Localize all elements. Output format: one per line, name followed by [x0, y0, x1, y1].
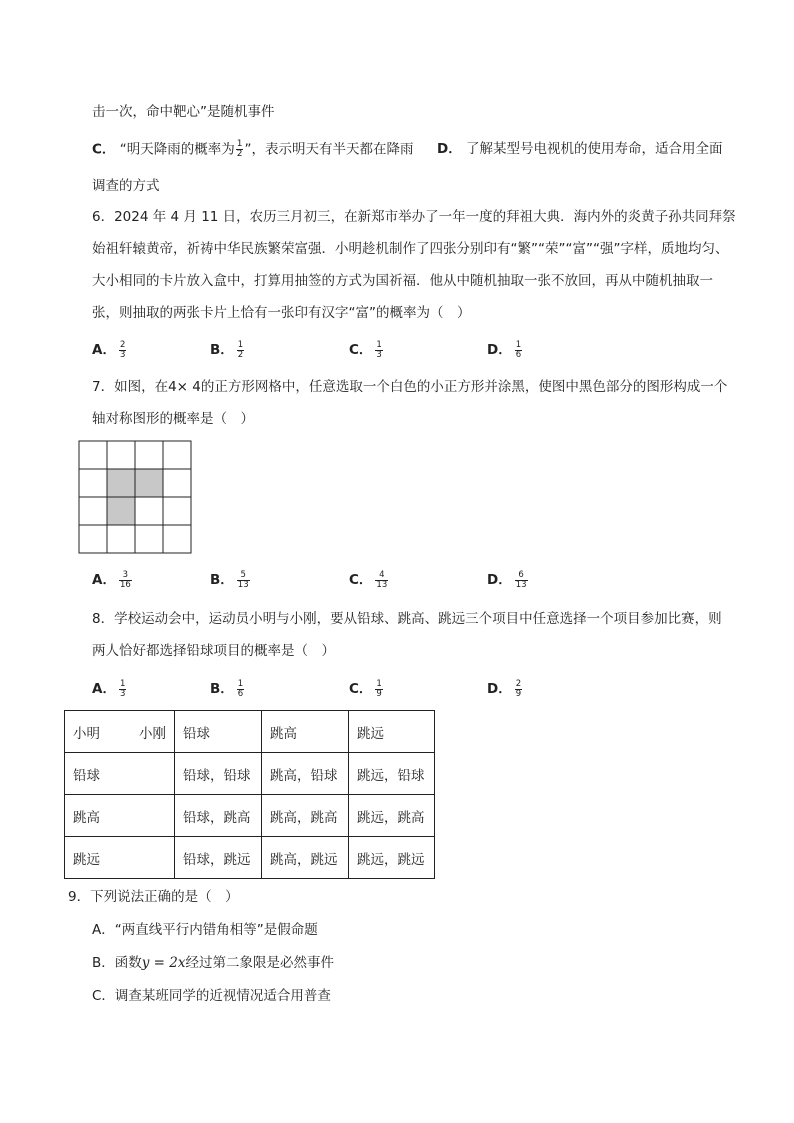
- q8-stem-line: 两人恰好都选择铅球项目的概率是（ ）: [92, 643, 335, 659]
- option-label: B．: [210, 342, 234, 358]
- table-cell: 跳高，铅球: [262, 753, 349, 795]
- q9-stem-line: 9．下列说法正确的是（ ）: [68, 889, 239, 905]
- numerator: 1: [236, 139, 243, 149]
- q5-option-d: [437, 140, 723, 158]
- denominator: 9: [376, 688, 382, 699]
- q5-option-d-cont: 调查的方式: [92, 178, 160, 194]
- option-label: C．: [92, 141, 116, 158]
- q5-line: 击一次，命中靶心”是随机事件: [92, 104, 275, 120]
- option-label: D．: [437, 141, 462, 157]
- q6-option-c: [349, 338, 383, 360]
- option-text: B．函数: [92, 955, 142, 971]
- fraction: [375, 571, 388, 590]
- table-row-label: 铅球: [65, 753, 175, 795]
- denominator: 6: [515, 349, 522, 360]
- square-grid-figure: [78, 440, 194, 554]
- q7-option-b: [210, 568, 250, 590]
- q8-option-b: [210, 677, 244, 699]
- option-text: 了解某型号电视机的使用寿命，适合用全面: [466, 141, 723, 157]
- table-cell: 铅球，铅球: [175, 753, 262, 795]
- shaded-grid-cell: [107, 469, 135, 497]
- outcome-table: [64, 710, 435, 879]
- table-row-label: 跳远: [65, 837, 175, 879]
- q6-option-d: [487, 338, 522, 360]
- table-row: [65, 837, 435, 879]
- denominator: 13: [376, 579, 388, 590]
- numerator: 1: [119, 678, 126, 689]
- row-header-label: 小明: [73, 725, 100, 742]
- grid-cell: [107, 525, 135, 553]
- option-label: A．: [92, 681, 116, 697]
- table-cell: 跳高，跳远: [262, 837, 349, 879]
- q6-stem-line: 张，则抽取的两张卡片上恰有一张印有汉字“富”的概率为（ ）: [92, 305, 471, 321]
- q5-option-c: [92, 140, 413, 159]
- grid-cell: [107, 441, 135, 469]
- column-header-label: 小刚: [139, 725, 166, 742]
- numerator: 2: [119, 339, 126, 350]
- q7-stem-line: 7．如图，在4× 4的正方形网格中，任意选取一个白色的小正方形并涂黑，使图中黑色部分的图形构成一个: [92, 379, 728, 395]
- fraction: [119, 680, 126, 699]
- option-label: B．: [210, 681, 234, 697]
- q6-stem-line: 大小相同的卡片放入盒中，打算用抽签的方式为国祈福．他从中随机抽取一张不放回，再从中随机抽取一: [92, 273, 713, 289]
- option-label: D．: [487, 572, 512, 588]
- numerator: 6: [515, 571, 528, 581]
- option-label: A．: [92, 342, 116, 358]
- table-cell: 跳远，铅球: [349, 753, 435, 795]
- fraction: [119, 341, 126, 360]
- option-label: C．: [349, 342, 373, 358]
- table-header-cell: 跳远: [349, 711, 435, 753]
- denominator: 3: [119, 688, 126, 699]
- option-label: D．: [487, 342, 512, 358]
- q8-option-c: [349, 677, 383, 699]
- denominator: 16: [119, 579, 131, 590]
- denominator: 6: [237, 688, 244, 699]
- fraction: [236, 140, 244, 159]
- option-text: ”，表示明天有半天都在降雨: [244, 141, 414, 158]
- q8-option-a: [92, 677, 126, 699]
- fraction: [515, 571, 528, 590]
- grid-cell: [135, 441, 163, 469]
- fraction: [515, 341, 522, 360]
- numerator: 5: [237, 571, 250, 581]
- fraction: [119, 571, 132, 590]
- q6-option-a: [92, 338, 126, 360]
- grid-cell: [163, 441, 191, 469]
- q7-stem-line: 轴对称图形的概率是（ ）: [92, 411, 254, 427]
- shaded-grid-cell: [135, 469, 163, 497]
- fraction: [237, 571, 250, 590]
- grid-cell: [163, 469, 191, 497]
- option-label: C．: [349, 572, 373, 588]
- numerator: 2: [515, 678, 522, 689]
- option-text: 经过第二象限是必然事件: [185, 955, 334, 971]
- table-corner-cell: [65, 711, 175, 753]
- q8-stem-line: 8．学校运动会中，运动员小明与小刚，要从铅球、跳高、跳远三个项目中任意选择一个项目参加比赛，则: [92, 611, 722, 627]
- grid-cell: [135, 497, 163, 525]
- q7-option-c: [349, 568, 388, 590]
- option-label: D．: [487, 681, 512, 697]
- option-text: “明天降雨的概率为: [119, 141, 235, 158]
- denominator: 13: [515, 579, 527, 590]
- table-cell: 铅球，跳高: [175, 795, 262, 837]
- shaded-grid-cell: [107, 497, 135, 525]
- grid-cell: [79, 441, 107, 469]
- table-cell: 跳高，跳高: [262, 795, 349, 837]
- option-label: C．: [349, 681, 373, 697]
- table-header-cell: 跳高: [262, 711, 349, 753]
- fraction: [515, 680, 522, 699]
- option-label: A．: [92, 572, 116, 588]
- table-header-row: [65, 711, 435, 753]
- q6-option-b: [210, 338, 244, 360]
- q9-option-b: [92, 954, 334, 972]
- denominator: 13: [237, 579, 249, 590]
- grid-cell: [79, 497, 107, 525]
- denominator: 9: [515, 688, 522, 699]
- option-label: B．: [210, 572, 234, 588]
- numerator: 1: [237, 678, 244, 689]
- numerator: 1: [376, 678, 382, 689]
- fraction: [375, 341, 382, 360]
- grid-cell: [79, 525, 107, 553]
- numerator: 1: [237, 339, 244, 350]
- numerator: 4: [375, 571, 388, 581]
- grid-cell: [163, 525, 191, 553]
- q6-stem-line: 6．2024 年 4 月 11 日，农历三月初三，在新郑市举办了一年一度的拜祖大典．海内外的炎黄子孙共同拜祭: [92, 209, 736, 225]
- q9-option-c: C．调查某班同学的近视情况适合用普查: [92, 988, 331, 1004]
- table-cell: 铅球，跳远: [175, 837, 262, 879]
- fraction: [375, 680, 382, 699]
- numerator: 1: [515, 339, 522, 350]
- grid-cell: [163, 497, 191, 525]
- fraction: [237, 341, 244, 360]
- formula: y = 2x: [141, 955, 186, 971]
- q6-stem-line: 始祖轩辕黄帝，祈祷中华民族繁荣富强．小明趁机制作了四张分别印有“繁”“荣”“富”“强”字样，质地均匀、: [92, 241, 729, 257]
- table-header-cell: 铅球: [175, 711, 262, 753]
- denominator: 2: [237, 349, 244, 360]
- numerator: 3: [119, 571, 132, 581]
- denominator: 2: [236, 149, 243, 159]
- q8-option-d: [487, 677, 522, 699]
- numerator: 1: [376, 339, 382, 350]
- q7-option-d: [487, 568, 528, 590]
- table-cell: 跳远，跳远: [349, 837, 435, 879]
- table-row: [65, 753, 435, 795]
- table-row: [65, 795, 435, 837]
- grid-cell: [135, 525, 163, 553]
- table-row-label: 跳高: [65, 795, 175, 837]
- table-cell: 跳远，跳高: [349, 795, 435, 837]
- denominator: 3: [376, 349, 382, 360]
- q9-option-a: A．“两直线平行内错角相等”是假命题: [92, 922, 318, 938]
- denominator: 3: [119, 349, 126, 360]
- grid-cell: [79, 469, 107, 497]
- fraction: [237, 680, 244, 699]
- q7-option-a: [92, 568, 132, 590]
